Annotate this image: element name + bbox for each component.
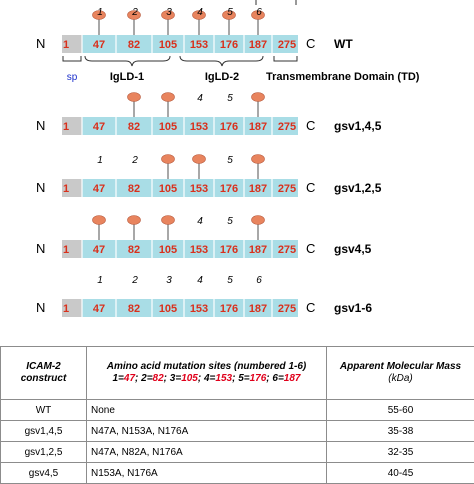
sp-label: sp	[67, 72, 78, 83]
residue-number: 275	[278, 39, 296, 51]
table-row	[1, 463, 474, 484]
glycan-icon	[193, 155, 206, 164]
site-map-number: 4=	[204, 373, 215, 384]
residue-number: 1	[63, 303, 69, 315]
residue-number: 153	[190, 303, 208, 315]
site-map-residue: 187	[284, 373, 301, 384]
residue-number: 82	[128, 303, 140, 315]
glycan-icon	[162, 155, 175, 164]
table-row	[1, 442, 474, 463]
residue-number: 47	[93, 244, 105, 256]
site-number-label: 5	[227, 216, 233, 227]
header-sites-label: Amino acid mutation sites (numbered 1-6)	[91, 361, 322, 373]
mutation-table-container	[0, 346, 474, 484]
glycan-icon	[128, 93, 141, 102]
cell-mass: 40-45	[327, 463, 474, 484]
n-terminus-label: N	[36, 36, 45, 51]
construct-row	[36, 93, 382, 136]
site-number-label: 5	[227, 275, 233, 286]
site-number-label: 2	[131, 275, 138, 286]
residue-number: 275	[278, 183, 296, 195]
residue-number: 153	[190, 244, 208, 256]
site-map-residue: 176	[250, 373, 267, 384]
site-number-label: 1	[97, 275, 103, 286]
cell-sites: N47A, N82A, N176A	[87, 442, 327, 463]
residue-number: 153	[190, 183, 208, 195]
residue-number: 82	[128, 121, 140, 133]
site-number-label: 4	[197, 216, 203, 227]
residue-number: 82	[128, 183, 140, 195]
glycan-icon	[128, 216, 141, 225]
residue-number: 1	[63, 39, 69, 51]
igld1-brace	[85, 56, 170, 66]
construct-name: gsv1,4,5	[334, 119, 382, 133]
site-number-label: 5	[227, 7, 233, 18]
cell-mass: 55-60	[327, 400, 474, 421]
residue-number: 187	[249, 121, 267, 133]
glycan-icon	[93, 216, 106, 225]
site-map-residue: 82	[153, 373, 164, 384]
site-map-separator: ;	[135, 373, 141, 384]
construct-rows	[36, 7, 382, 317]
cell-mass: 35-38	[327, 421, 474, 442]
site-number-label: 6	[256, 7, 262, 18]
n-terminus-label: N	[36, 118, 45, 133]
site-number-label: 4	[197, 7, 203, 18]
glycan-icon	[252, 155, 265, 164]
residue-number: 1	[63, 121, 69, 133]
construct-row	[36, 7, 353, 53]
site-map-residue: 105	[181, 373, 198, 384]
header-construct-label: ICAM-2 construct	[21, 361, 67, 384]
site-number-label: 3	[166, 275, 172, 286]
construct-row	[36, 216, 372, 259]
residue-number: 82	[128, 244, 140, 256]
residue-number: 187	[249, 39, 267, 51]
residue-number: 47	[93, 39, 105, 51]
n-terminus-label: N	[36, 241, 45, 256]
n-terminus-label: N	[36, 180, 45, 195]
residue-number: 176	[220, 183, 238, 195]
cell-sites: N47A, N153A, N176A	[87, 421, 327, 442]
residue-number: 1	[63, 183, 69, 195]
site-map-number: 5=	[238, 373, 249, 384]
sp-bracket	[63, 56, 81, 61]
site-map-number: 3=	[170, 373, 181, 384]
site-map-separator: ;	[198, 373, 204, 384]
site-map-residue: 153	[215, 373, 232, 384]
cell-construct: gsv4,5	[1, 463, 87, 484]
residue-number: 82	[128, 39, 140, 51]
cell-construct: WT	[1, 400, 87, 421]
site-map-residue: 47	[124, 373, 135, 384]
site-map-number: 1=	[113, 373, 124, 384]
c-terminus-label: C	[306, 300, 315, 315]
construct-row	[36, 155, 382, 198]
site-map-separator: ;	[266, 373, 272, 384]
residue-number: 105	[159, 303, 177, 315]
site-number-label: 1	[97, 7, 103, 18]
site-number-label: 1	[97, 155, 103, 166]
site-number-label: 4	[197, 93, 203, 104]
construct-name: gsv1,2,5	[334, 181, 382, 195]
table-row	[1, 400, 474, 421]
header-mass	[327, 347, 474, 400]
site-number-label: 2	[131, 7, 138, 18]
residue-number: 47	[93, 121, 105, 133]
n-terminus-label: N	[36, 300, 45, 315]
residue-number: 187	[249, 303, 267, 315]
cell-mass: 32-35	[327, 442, 474, 463]
construct-name: gsv4,5	[334, 242, 372, 256]
igld2-label: IgLD-2	[205, 71, 239, 83]
igld2-brace	[180, 56, 263, 66]
c-terminus-label: C	[306, 36, 315, 51]
glycan-icon	[162, 93, 175, 102]
glycan-icon	[252, 216, 265, 225]
c-terminus-label: C	[306, 118, 315, 133]
td-bracket	[274, 56, 297, 61]
cell-construct: gsv1,4,5	[1, 421, 87, 442]
residue-number: 105	[159, 183, 177, 195]
header-mass-label: Apparent Molecular Mass	[340, 361, 461, 372]
c-terminus-label: C	[306, 241, 315, 256]
site-map-number: 2=	[141, 373, 152, 384]
site-number-label: 5	[227, 155, 233, 166]
residue-number: 47	[93, 303, 105, 315]
residue-number: 1	[63, 244, 69, 256]
residue-number: 153	[190, 121, 208, 133]
cell-construct: gsv1,2,5	[1, 442, 87, 463]
residue-number: 47	[93, 183, 105, 195]
site-number-label: 4	[197, 275, 203, 286]
site-number-label: 2	[131, 155, 138, 166]
residue-number: 187	[249, 244, 267, 256]
residue-number: 105	[159, 39, 177, 51]
site-map-separator: ;	[232, 373, 238, 384]
residue-number: 176	[220, 39, 238, 51]
td-label: Transmembrane Domain (TD)	[266, 71, 420, 83]
glycan-icon	[162, 216, 175, 225]
residue-number: 176	[220, 121, 238, 133]
residue-number: 275	[278, 303, 296, 315]
header-mass-unit: (kDa)	[388, 373, 412, 384]
table-row	[1, 421, 474, 442]
glycan-icon	[252, 93, 265, 102]
construct-row	[36, 275, 372, 317]
header-sites	[87, 347, 327, 400]
residue-number: 153	[190, 39, 208, 51]
construct-name: gsv1-6	[334, 301, 372, 315]
construct-name: WT	[334, 37, 353, 51]
site-map-separator: ;	[164, 373, 170, 384]
residue-number: 176	[220, 303, 238, 315]
residue-number: 275	[278, 121, 296, 133]
header-construct	[1, 347, 87, 400]
site-number-label: 5	[227, 93, 233, 104]
site-number-label: 6	[256, 275, 262, 286]
table-header-row	[1, 347, 474, 400]
residue-number: 105	[159, 121, 177, 133]
cell-sites: N153A, N176A	[87, 463, 327, 484]
residue-number: 275	[278, 244, 296, 256]
site-number-map	[91, 373, 322, 385]
site-map-number: 6=	[272, 373, 283, 384]
residue-number: 187	[249, 183, 267, 195]
cell-sites: None	[87, 400, 327, 421]
mutation-table	[0, 346, 474, 484]
site-number-label: 3	[166, 7, 172, 18]
igld1-label: IgLD-1	[110, 71, 144, 83]
c-terminus-label: C	[306, 180, 315, 195]
residue-number: 176	[220, 244, 238, 256]
residue-number: 105	[159, 244, 177, 256]
